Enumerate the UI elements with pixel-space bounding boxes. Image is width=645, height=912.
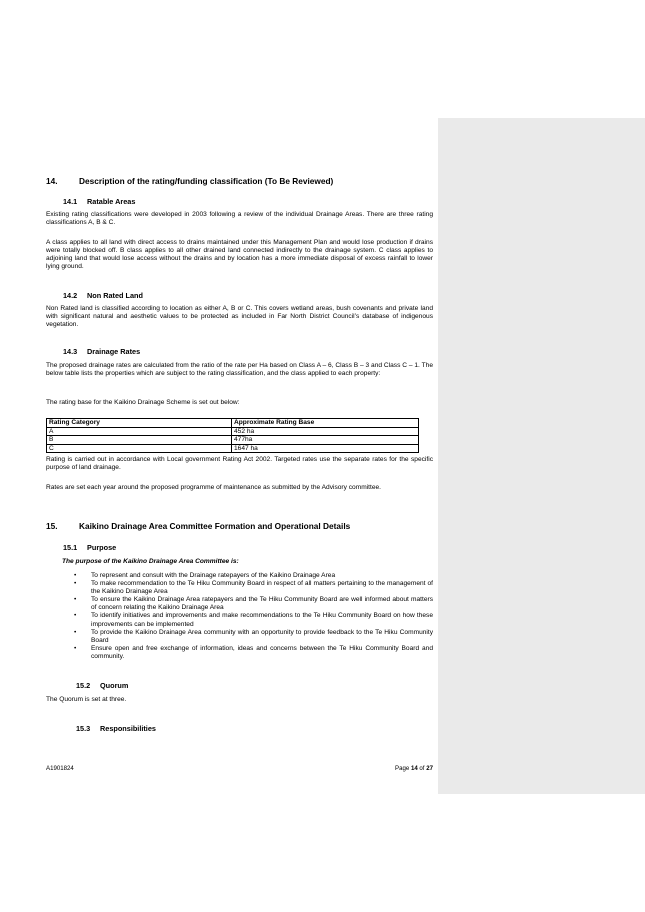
list-item: • Ensure open and free exchange of information, ideas and concerns between the Te Hiku Community Board and community. xyxy=(74,644,433,660)
subsection-title: Purpose xyxy=(87,543,117,552)
section-14-1-heading xyxy=(63,197,135,206)
section-15-2-heading xyxy=(76,681,128,690)
paragraph: The proposed drainage rates are calculated from the ratio of the rate per Ha based on Class A – 6, Class B – 3 and Class C – 1. The below table lists the properties which are subject to the rating classification, and the class applied to each property: xyxy=(46,362,433,378)
paragraph: Rates are set each year around the proposed programme of maintenance as submitted by the Advisory committee. xyxy=(46,484,381,491)
bullet-icon: • xyxy=(74,572,77,579)
paragraph: A class applies to all land with direct access to drains maintained under this Management Plan and would lose production if drains were totally blocked off. B class applies to all other drained land connected indirectly to the drainage system. C class applies to adjoining land that would lose access without the drains and by location has a more immediate disposal of excess rainfall to lower lying ground. xyxy=(46,239,433,271)
list-item: • To make recommendation to the Te Hiku Community Board in respect of all matters pertaining to the management of the Kaikino Drainage Area xyxy=(74,580,433,596)
document-id: A1901824 xyxy=(46,765,74,772)
list-item: • To represent and consult with the Drainage ratepayers of the Kaikino Drainage Area xyxy=(74,572,336,579)
subsection-title: Quorum xyxy=(100,681,129,690)
table-cell: 1647 ha xyxy=(232,444,419,453)
purpose-intro: The purpose of the Kaikino Drainage Area Committee is: xyxy=(62,558,239,565)
table-row xyxy=(47,444,419,453)
section-15-1-heading xyxy=(63,543,116,552)
bullet-icon: • xyxy=(74,628,77,636)
list-item: • To provide the Kaikino Drainage Area community with an opportunity to provide feedback to the Te Hiku Community Board xyxy=(74,628,433,644)
subsection-title: Responsibilities xyxy=(100,724,156,733)
table-row xyxy=(47,436,419,445)
section-14-heading xyxy=(46,176,333,186)
section-15-3-heading xyxy=(76,724,156,733)
subsection-number: 15.2 xyxy=(76,681,91,690)
subsection-number: 14.2 xyxy=(63,291,78,300)
section-15-heading xyxy=(46,521,350,531)
table-row xyxy=(47,427,419,436)
subsection-title: Drainage Rates xyxy=(87,347,141,356)
comment-pane xyxy=(438,118,645,794)
section-title: Kaikino Drainage Area Committee Formation and Operational Details xyxy=(79,521,351,531)
rating-table xyxy=(46,418,419,453)
paragraph: Non Rated land is classified according to location as either A, B or C. This covers wetland areas, bush covenants and private land with significant natural and aesthetic values to be protected as included in Far North District Council’s database of indigenous vegetation. xyxy=(46,305,433,329)
paragraph: The rating base for the Kaikino Drainage Scheme is set out below: xyxy=(46,399,240,406)
table-cell: B xyxy=(47,436,232,445)
table-cell: A xyxy=(47,427,232,436)
bullet-icon: • xyxy=(74,580,77,588)
bullet-icon: • xyxy=(74,612,77,620)
purpose-list xyxy=(74,572,433,661)
table-header-cell: Rating Category xyxy=(47,419,232,428)
section-14-2-heading xyxy=(63,291,143,300)
list-item: • To identify initiatives and improvements and make recommendations to the Te Hiku Community Board on how these improvements can be implemented xyxy=(74,612,433,628)
table-cell: C xyxy=(47,444,232,453)
subsection-number: 15.3 xyxy=(76,724,91,733)
paragraph: Existing rating classifications were developed in 2003 following a review of the individual Drainage Areas. There are three rating classifications A, B & C. xyxy=(46,211,433,227)
subsection-number: 14.3 xyxy=(63,347,78,356)
table-cell: 477ha xyxy=(232,436,419,445)
bullet-icon: • xyxy=(74,644,77,652)
subsection-number: 14.1 xyxy=(63,197,78,206)
list-item: • To ensure the Kaikino Drainage Area ratepayers and the Te Hiku Community Board are well informed about matters of concern relating the Kaikino Drainage Area xyxy=(74,596,433,612)
section-title: Description of the rating/funding classification (To Be Reviewed) xyxy=(79,176,334,186)
section-number: 14. xyxy=(46,176,58,186)
table-cell: 452 ha xyxy=(232,427,419,436)
paragraph: Rating is carried out in accordance with Local government Rating Act 2002. Targeted rates use the separate rates for the specific purpose of land drainage. xyxy=(46,456,433,472)
page-number: Page 14 of 27 xyxy=(395,765,433,772)
section-number: 15. xyxy=(46,521,58,531)
section-14-3-heading xyxy=(63,347,140,356)
bullet-icon: • xyxy=(74,596,77,604)
subsection-number: 15.1 xyxy=(63,543,78,552)
paragraph: The Quorum is set at three. xyxy=(46,696,127,703)
subsection-title: Ratable Areas xyxy=(87,197,136,206)
table-header-cell: Approximate Rating Base xyxy=(232,419,419,428)
table-header-row xyxy=(47,419,419,428)
subsection-title: Non Rated Land xyxy=(87,291,143,300)
